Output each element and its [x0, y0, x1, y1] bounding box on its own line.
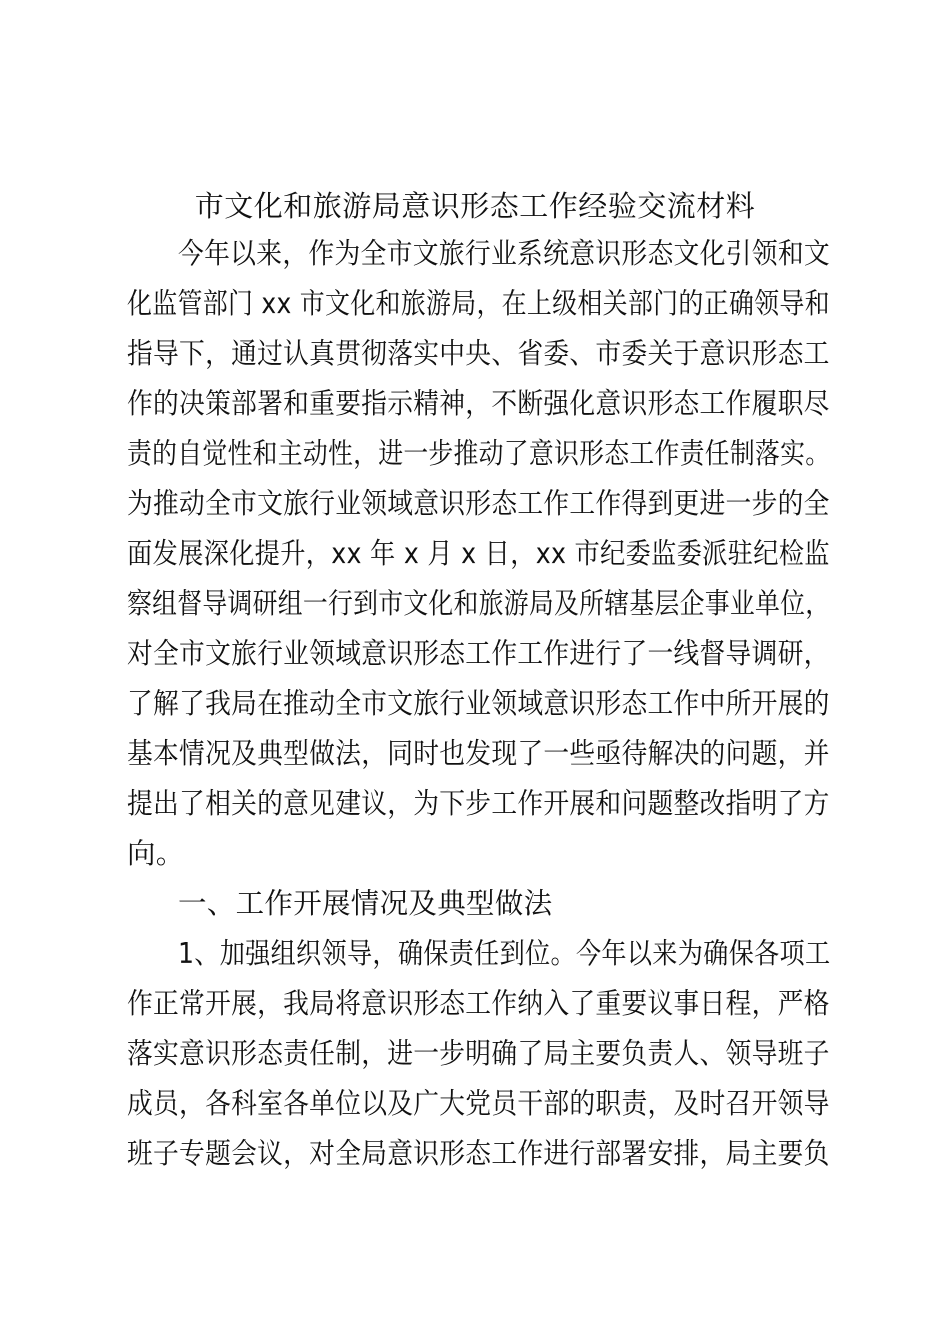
- section1-line-5: 班子专题会议，对全局意识形态工作进行部署安排，局主要负: [127, 1137, 830, 1170]
- intro-line-8: 察组督导调研组一行到市文化和旅游局及所辖基层企事业单位，: [127, 587, 831, 620]
- intro-line-13: 向。: [127, 837, 185, 870]
- intro-line-9: 对全市文旅行业领域意识形态工作工作进行了一线督导调研，: [127, 637, 830, 670]
- intro-line-5: 责的自觉性和主动性，进一步推动了意识形态工作责任制落实。: [127, 437, 831, 470]
- intro-line-12: 提出了相关的意见建议，为下步工作开展和问题整改指明了方: [127, 787, 830, 820]
- section1-line-2: 作正常开展，我局将意识形态工作纳入了重要议事日程，严格: [127, 987, 830, 1020]
- intro-line-1: 今年以来，作为全市文旅行业系统意识形态文化引领和文: [178, 237, 831, 270]
- section1-line-1: 1、加强组织领导，确保责任到位。今年以来为确保各项工: [178, 937, 831, 970]
- intro-line-11: 基本情况及典型做法，同时也发现了一些亟待解决的问题，并: [127, 737, 830, 770]
- intro-line-2: 化监管部门 xx 市文化和旅游局，在上级相关部门的正确领导和: [127, 287, 830, 320]
- document-title: 市文化和旅游局意识形态工作经验交流材料: [194, 189, 756, 223]
- section-heading: 一、工作开展情况及典型做法: [178, 887, 553, 920]
- intro-line-4: 作的决策部署和重要指示精神，不断强化意识形态工作履职尽: [127, 387, 830, 420]
- section1-line-4: 成员，各科室各单位以及广大党员干部的职责，及时召开领导: [127, 1087, 830, 1120]
- intro-line-7: 面发展深化提升，xx 年 x 月 x 日，xx 市纪委监委派驻纪检监: [127, 537, 830, 570]
- intro-line-6: 为推动全市文旅行业领域意识形态工作工作得到更进一步的全: [127, 487, 830, 520]
- intro-line-10: 了解了我局在推动全市文旅行业领域意识形态工作中所开展的: [127, 687, 830, 720]
- intro-line-3: 指导下，通过认真贯彻落实中央、省委、市委关于意识形态工: [127, 337, 830, 370]
- section1-line-3: 落实意识形态责任制，进一步明确了局主要负责人、领导班子: [127, 1037, 830, 1070]
